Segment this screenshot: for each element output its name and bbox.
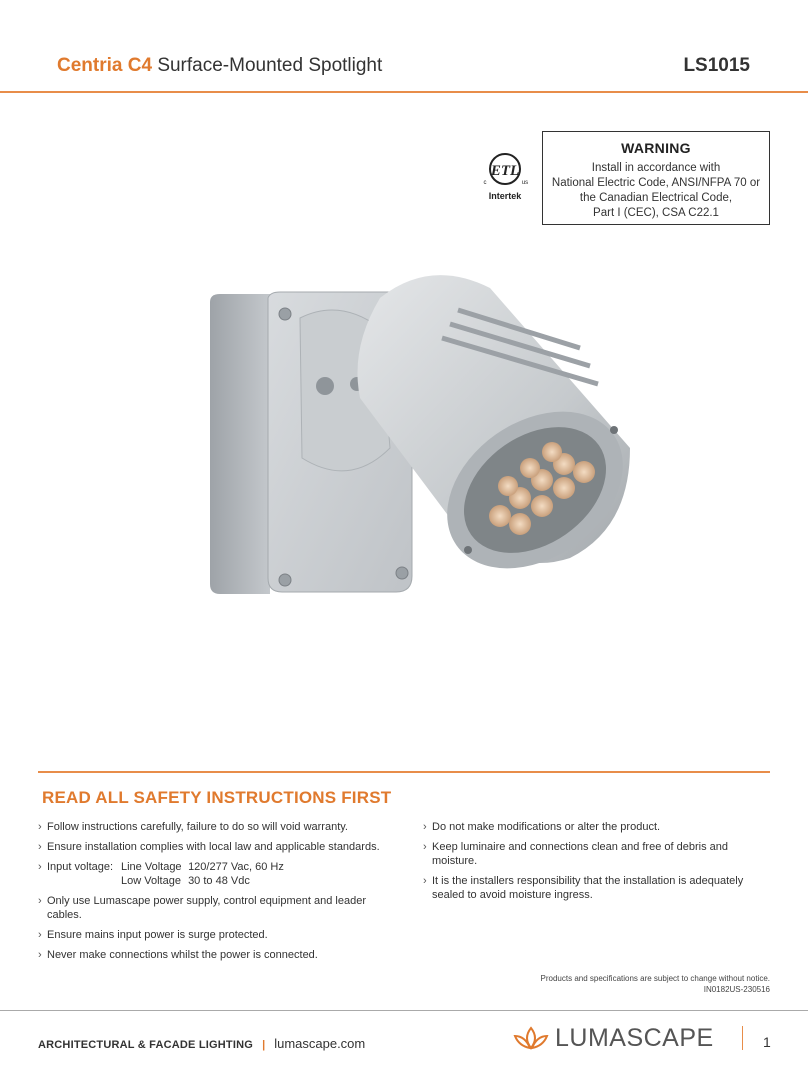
footer-separator: | xyxy=(262,1039,266,1051)
safety-list-right xyxy=(423,820,773,908)
screw-icon xyxy=(279,574,291,586)
header-divider xyxy=(0,91,808,93)
led-icon xyxy=(489,505,511,527)
warning-box xyxy=(542,131,770,225)
etl-mark-text: ETL xyxy=(490,163,520,179)
list-item: › Follow instructions carefully, failure to do so will void warranty. xyxy=(38,820,383,834)
led-icon xyxy=(520,458,540,478)
intertek-label: Intertek xyxy=(488,191,522,201)
document-title xyxy=(57,55,382,77)
lumascape-logo xyxy=(513,1023,714,1053)
list-item: › Do not make modifications or alter the product. xyxy=(423,820,773,834)
product-brand: Centria C4 xyxy=(57,55,153,76)
section-divider xyxy=(38,771,770,773)
footer-divider xyxy=(0,1010,808,1011)
led-icon xyxy=(498,476,518,496)
list-item: › Never make connections whilst the power is connected. xyxy=(38,948,383,962)
pivot-hole-icon xyxy=(316,377,334,395)
etl-c-text: c xyxy=(483,180,487,186)
list-item: › It is the installers responsibility that the installation is adequately sealed to avoid moisture ingress. xyxy=(423,874,773,902)
input-voltage-item xyxy=(38,860,383,888)
warning-title: WARNING xyxy=(621,140,691,156)
page-number: 1 xyxy=(763,1034,771,1050)
warning-line: National Electric Code, ANSI/NFPA 70 or xyxy=(551,177,761,189)
document-id: IN0182US-230516 xyxy=(703,985,770,994)
warning-line: the Canadian Electrical Code, xyxy=(579,192,733,204)
footer-category: ARCHITECTURAL & FACADE LIGHTING xyxy=(38,1039,253,1051)
safety-heading: READ ALL SAFETY INSTRUCTIONS FIRST xyxy=(42,788,392,807)
website-link[interactable]: lumascape.com xyxy=(274,1036,366,1051)
specification-notice xyxy=(541,973,770,995)
led-icon xyxy=(542,442,562,462)
list-item: › Ensure mains input power is surge protected. xyxy=(38,928,383,942)
notice-text: Products and specifications are subject to change without notice. xyxy=(540,974,770,983)
list-item: › Only use Lumascape power supply, control equipment and leader cables. xyxy=(38,894,383,922)
screw-icon xyxy=(279,308,291,320)
list-item: › Ensure installation complies with local law and applicable standards. xyxy=(38,840,383,854)
input-voltage-label: › Input voltage: xyxy=(47,861,114,873)
bezel-screw-icon xyxy=(610,426,618,434)
warning-line: Part I (CEC), CSA C22.1 xyxy=(593,207,719,219)
bezel-screw-icon xyxy=(464,546,472,554)
led-icon xyxy=(509,513,531,535)
low-voltage-value: 30 to 48 Vdc xyxy=(188,875,250,887)
logo-wordmark: LUMASCAPE xyxy=(555,1023,714,1052)
low-voltage-label: Low Voltage xyxy=(121,875,181,887)
line-voltage-label: Line Voltage xyxy=(121,861,182,873)
line-voltage-value: 120/277 Vac, 60 Hz xyxy=(188,861,284,873)
page-header xyxy=(0,0,808,92)
etl-logo-icon xyxy=(480,150,530,192)
footer-info xyxy=(38,1036,365,1051)
led-icon xyxy=(553,477,575,499)
leaf-logo-icon xyxy=(513,1026,549,1050)
screw-icon xyxy=(396,567,408,579)
list-item: › Keep luminaire and connections clean and free of debris and moisture. xyxy=(423,840,773,868)
etl-us-text: us xyxy=(521,180,529,186)
product-title: Surface-Mounted Spotlight xyxy=(157,55,383,76)
safety-list-left xyxy=(38,820,383,968)
footer-page-divider xyxy=(742,1026,743,1050)
etl-certification-mark xyxy=(480,150,530,206)
led-icon xyxy=(531,495,553,517)
junction-box-side xyxy=(210,294,270,594)
warning-line: Install in accordance with xyxy=(591,162,721,174)
product-code: LS1015 xyxy=(683,55,750,76)
spotlight-product-image xyxy=(190,258,650,608)
led-icon xyxy=(573,461,595,483)
